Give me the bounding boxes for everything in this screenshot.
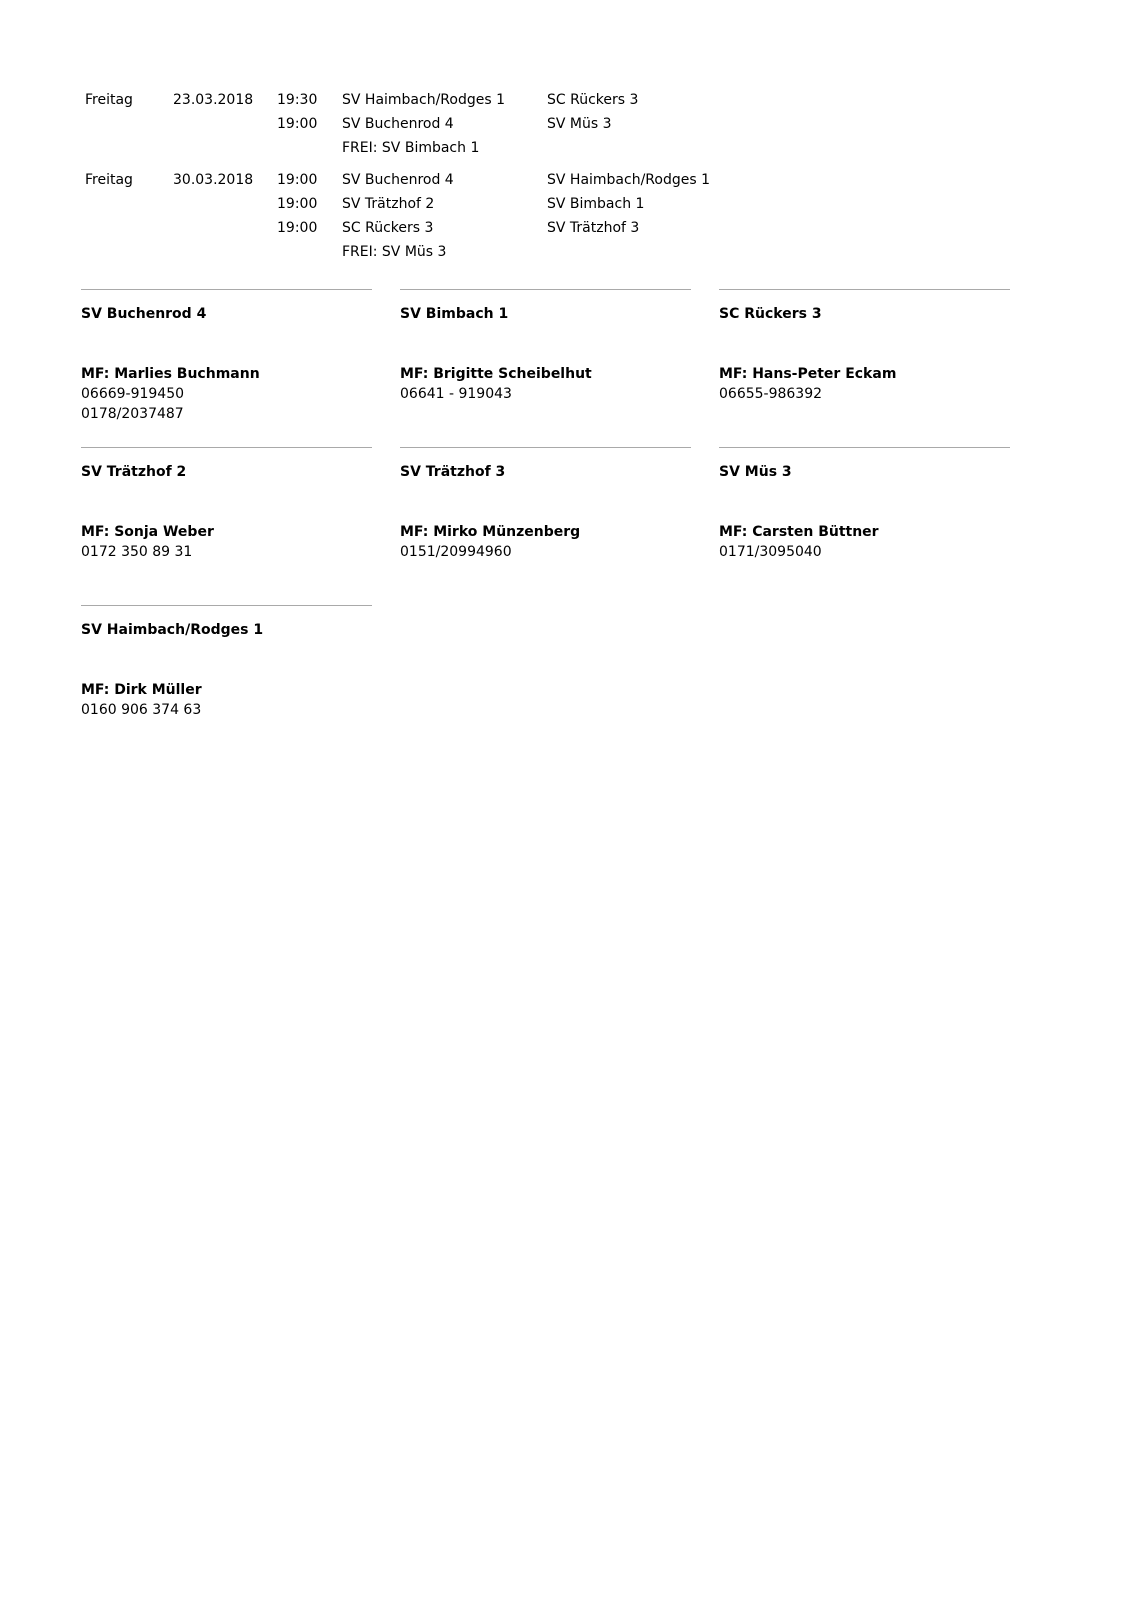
team-phone: 06669-919450 [81,386,185,402]
team-manager: MF: Carsten Büttner [719,524,879,540]
team-phone: 0178/2037487 [81,406,184,422]
team-card [719,289,1010,426]
team-card [400,447,691,584]
free-team: FREI: SV Bimbach 1 [342,140,480,156]
team-manager: MF: Hans-Peter Eckam [719,366,897,382]
team-card [81,289,372,426]
away-team: SV Müs 3 [547,116,612,132]
match-time: 19:00 [277,220,318,236]
team-card [81,605,372,742]
team-name: SV Müs 3 [719,464,792,480]
team-name: SC Rückers 3 [719,306,822,322]
team-name: SV Trätzhof 2 [81,464,187,480]
team-row [81,289,1011,426]
team-phone: 0151/20994960 [400,544,512,560]
free-team: FREI: SV Müs 3 [342,244,447,260]
home-team: SV Buchenrod 4 [342,116,454,132]
team-card [719,447,1010,584]
home-team: SV Haimbach/Rodges 1 [342,92,506,108]
match-day: Freitag [85,92,133,108]
team-row [81,605,1011,742]
team-manager: MF: Dirk Müller [81,682,202,698]
team-manager: MF: Sonja Weber [81,524,214,540]
team-phone: 0172 350 89 31 [81,544,193,560]
home-team: SC Rückers 3 [342,220,434,236]
team-phone: 06655-986392 [719,386,823,402]
team-phone: 0171/3095040 [719,544,822,560]
team-card [400,289,691,426]
team-name: SV Haimbach/Rodges 1 [81,622,264,638]
match-date: 30.03.2018 [173,172,254,188]
team-manager: MF: Brigitte Scheibelhut [400,366,592,382]
match-time: 19:00 [277,196,318,212]
team-phone: 0160 906 374 63 [81,702,202,718]
team-name: SV Bimbach 1 [400,306,509,322]
team-name: SV Buchenrod 4 [81,306,207,322]
away-team: SC Rückers 3 [547,92,639,108]
away-team: SV Haimbach/Rodges 1 [547,172,711,188]
team-name: SV Trätzhof 3 [400,464,506,480]
home-team: SV Trätzhof 2 [342,196,435,212]
team-manager: MF: Marlies Buchmann [81,366,260,382]
away-team: SV Bimbach 1 [547,196,645,212]
match-date: 23.03.2018 [173,92,254,108]
team-phone: 06641 - 919043 [400,386,512,402]
match-time: 19:00 [277,172,318,188]
match-time: 19:00 [277,116,318,132]
team-manager: MF: Mirko Münzenberg [400,524,581,540]
match-day: Freitag [85,172,133,188]
away-team: SV Trätzhof 3 [547,220,640,236]
team-contacts [81,289,1011,763]
home-team: SV Buchenrod 4 [342,172,454,188]
team-row [81,447,1011,584]
team-card [81,447,372,584]
match-time: 19:30 [277,92,318,108]
